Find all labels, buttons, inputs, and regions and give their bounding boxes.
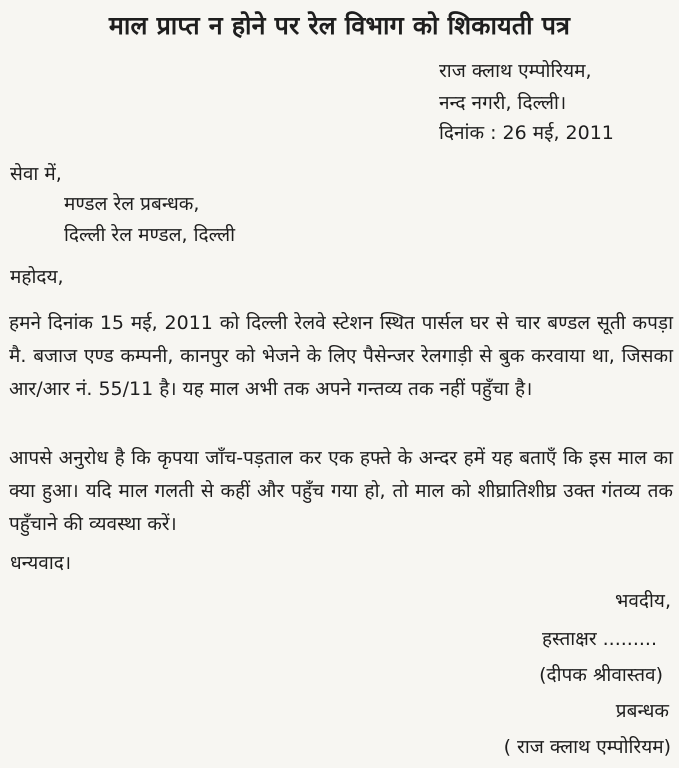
closing-name: (दीपक श्रीवास्तव) [539, 664, 663, 686]
closing-yours: भवदीय, [615, 590, 671, 612]
body-paragraph-1: हमने दिनांक 15 मई, 2011 को दिल्ली रेलवे स्टेशन स्थित पार्सल घर से चार बण्डल सूती कपड़ा मै. बजाज एण्ड कम्पनी, कानपुर को भेजने के लिए पैसेन्जर रेलगाड़ी से बुक करवाया था, जिसका आर/आर नं. 55/11 है। यह माल अभी तक अपने गन्तव्य तक नहीं पहुँचा है। [9, 312, 673, 400]
recipient-line2: दिल्ली रेल मण्डल, दिल्ली [64, 224, 236, 246]
closing-designation: प्रबन्धक [615, 700, 669, 722]
sender-address-line2: नन्द नगरी, दिल्ली। [439, 92, 567, 114]
letter-date: दिनांक : 26 मई, 2011 [439, 122, 614, 144]
thanks: धन्यवाद। [10, 552, 72, 574]
greeting: महोदय, [10, 266, 64, 288]
recipient-line1: मण्डल रेल प्रबन्धक, [64, 193, 200, 215]
body-paragraph-2: आपसे अनुरोध है कि कृपया जाँच-पड़ताल कर एक हफ्ते के अन्दर हमें यह बताएँ कि इस माल का क्या हुआ। यदि माल गलती से कहीं और पहुँच गया हो, तो माल को शीघ्रातिशीघ्र उक्त गंतव्य तक पहुँचाने की व्यवस्था करें। [9, 447, 673, 535]
recipient-salutation: सेवा में, [10, 163, 62, 185]
closing-company: ( राज क्लाथ एम्पोरियम) [503, 736, 671, 758]
letter-title: माल प्राप्त न होने पर रेल विभाग को शिकायती पत्र [108, 11, 571, 40]
closing-signature: हस्ताक्षर ......... [541, 628, 657, 650]
sender-address-line1: राज क्लाथ एम्पोरियम, [439, 60, 592, 82]
